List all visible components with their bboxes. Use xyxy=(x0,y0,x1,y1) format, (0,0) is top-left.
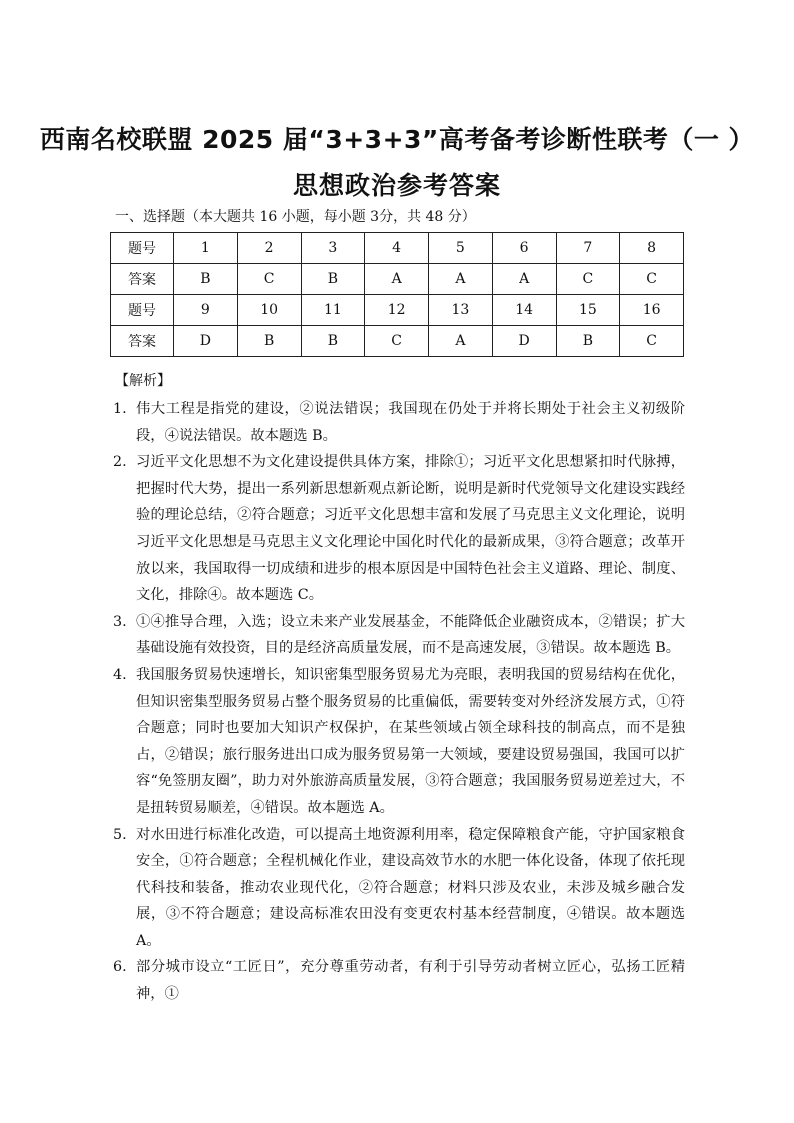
row-label: 题号 xyxy=(111,233,174,264)
table-cell: 7 xyxy=(556,233,620,264)
table-cell: 10 xyxy=(237,295,301,326)
analysis-label: 【解析】 xyxy=(115,373,171,389)
item-text: 习近平文化思想不为文化建设提供具体方案，排除①；习近平文化思想紧扣时代脉搏，把握时代大势，提出一系列新思想新观点新论断，说明是新时代党领导文化建设实践经验的理论总结，②符合题意；习近平文化思想丰富和发展了马克思主义文化理论，说明习近平文化思想是马克思主义文化理论中国化时代化的最新成果，③符合题意；改革开放以来，我国取得一切成绩和进步的根本原因是中国特色社会主义道路、理论、制度、文化，排除④。故本题选 C。 xyxy=(136,454,685,604)
item-text: 部分城市设立“工匠日”，充分尊重劳动者，有利于引导劳动者树立匠心，弘扬工匠精神，① xyxy=(136,959,685,1003)
table-cell: D xyxy=(174,326,238,357)
document-subtitle: 思想政治参考答案 xyxy=(292,171,501,200)
item-number: 3. xyxy=(113,613,127,630)
table-cell: 13 xyxy=(429,295,493,326)
item-number: 1. xyxy=(113,401,127,417)
table-cell: A xyxy=(429,264,493,295)
answer-table xyxy=(110,232,684,357)
table-cell: 12 xyxy=(365,295,429,326)
table-cell: C xyxy=(237,264,301,295)
item-text: 我国服务贸易快速增长，知识密集型服务贸易尤为亮眼，表明我国的贸易结构在优化，但知识密集型服务贸易占整个服务贸易的比重偏低，需要转变对外经济发展方式，①符合题意；同时也要加大知识产权保护，在某些领域占领全球科技的制高点，而不是独占，②错误；旅行服务进出口成为服务贸易第一大领域，要建设贸易强国，我国可以扩容“免签朋友圈”，助力对外旅游高质量发展，③符合题意；我国服务贸易逆差过大，不是扭转贸易顺差，④错误。故本题选 A。 xyxy=(136,666,685,816)
table-cell: C xyxy=(620,326,684,357)
item-number: 2. xyxy=(113,454,127,471)
analysis-list xyxy=(113,396,685,1008)
row-label: 答案 xyxy=(111,264,174,295)
list-item xyxy=(113,954,685,1007)
table-cell: 16 xyxy=(620,295,684,326)
list-item xyxy=(113,822,685,955)
table-cell: A xyxy=(365,264,429,295)
table-cell: C xyxy=(365,326,429,357)
table-cell: 14 xyxy=(492,295,556,326)
item-number: 4. xyxy=(113,666,127,683)
table-cell: 8 xyxy=(620,233,684,264)
table-cell: B xyxy=(556,326,620,357)
table-cell: 4 xyxy=(365,233,429,264)
table-cell: B xyxy=(301,326,365,357)
table-cell: B xyxy=(174,264,238,295)
document-title: 西南名校联盟 2025 届“3+3+3”高考备考诊断性联考（一 ） xyxy=(39,125,755,154)
table-row xyxy=(111,264,684,295)
table-cell: 1 xyxy=(174,233,238,264)
table-cell: D xyxy=(492,326,556,357)
table-cell: 6 xyxy=(492,233,556,264)
list-item xyxy=(113,449,685,609)
table-cell: 3 xyxy=(301,233,365,264)
table-cell: C xyxy=(620,264,684,295)
table-row xyxy=(111,326,684,357)
item-number: 5. xyxy=(113,826,127,843)
table-cell: 11 xyxy=(301,295,365,326)
table-cell: C xyxy=(556,264,620,295)
table-cell: 15 xyxy=(556,295,620,326)
item-text: 对水田进行标准化改造，可以提高土地资源利用率，稳定保障粮食产能，守护国家粮食安全，①符合题意；全程机械化作业，建设高效节水的水肥一体化设备，体现了依托现代科技和装备，推动农业现代化，②符合题意；材料只涉及农业，未涉及城乡融合发展，③不符合题意；建设高标准农田没有变更农村基本经营制度，④错误。故本题选 A。 xyxy=(136,826,685,949)
section-heading: 一、选择题（本大题共 16 小题，每小题 3分，共 48 分） xyxy=(115,209,476,225)
row-label: 答案 xyxy=(111,326,174,357)
table-cell: B xyxy=(301,264,365,295)
list-item xyxy=(113,662,685,822)
table-row xyxy=(111,233,684,264)
table-row xyxy=(111,295,684,326)
list-item xyxy=(113,609,685,662)
row-label: 题号 xyxy=(111,295,174,326)
item-text: 伟大工程是指党的建设，②说法错误；我国现在仍处于并将长期处于社会主义初级阶段，④说法错误。故本题选 B。 xyxy=(136,401,685,444)
table-cell: B xyxy=(237,326,301,357)
table-cell: A xyxy=(429,326,493,357)
list-item xyxy=(113,396,685,449)
table-cell: 9 xyxy=(174,295,238,326)
table-cell: A xyxy=(492,264,556,295)
table-cell: 5 xyxy=(429,233,493,264)
item-text: ①④推导合理，入选；设立未来产业发展基金，不能降低企业融资成本，②错误；扩大基础设施有效投资，目的是经济高质量发展，而不是高速发展，③错误。故本题选 B。 xyxy=(136,613,685,657)
item-number: 6. xyxy=(113,959,127,976)
table-cell: 2 xyxy=(237,233,301,264)
